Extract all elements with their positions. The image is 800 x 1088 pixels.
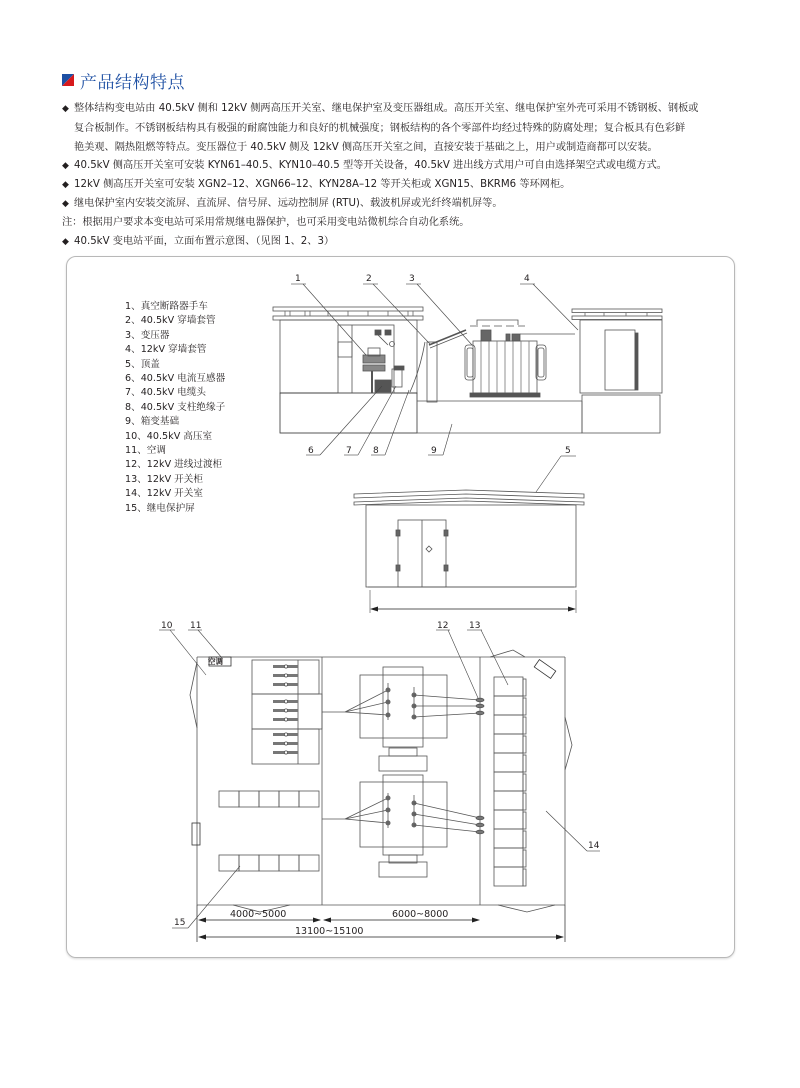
diamond-bullet-icon: ◆: [62, 180, 69, 190]
feature-text: 继电保护室内安装交流屏、直流屏、信号屏、远动控制屏 (RTU)、载波机屏或光纤终端机屏等。: [74, 198, 503, 209]
callout-15: 15: [174, 918, 186, 928]
callout-3: 3: [409, 274, 415, 284]
feature-text: 40.5kV 变电站平面，立面布置示意图、（见图 1、2、3）: [74, 236, 335, 247]
legend-item: 6、40.5kV 电流互感器: [125, 373, 226, 385]
legend-item: 2、40.5kV 穿墙套管: [125, 315, 216, 327]
plan-view: [190, 650, 572, 942]
leader-lines-fig1: [291, 284, 578, 455]
legend-item: 4、12kV 穿墙套管: [125, 344, 207, 356]
dim-right: 6000~8000: [392, 909, 449, 920]
callout-13: 13: [469, 621, 481, 631]
side-elevation: [273, 307, 662, 433]
section-title-text: 产品结构特点: [80, 72, 185, 93]
feature-text: 12kV 侧高压开关室可安装 XGN2–12、XGN66–12、KYN28A–12 等开关柜或 XGN15、BKRM6 等环网柜。: [74, 179, 571, 190]
callout-1: 1: [295, 274, 301, 284]
note-text: 注：根据用户要求本变电站可采用常规继电器保护，也可采用变电站微机综合自动化系统。: [62, 217, 470, 228]
relay-panels: [219, 791, 319, 871]
callout-14: 14: [588, 841, 600, 851]
legend-item: 13、12kV 开关柜: [125, 473, 203, 485]
legend-item: 10、40.5kV 高压室: [125, 430, 213, 442]
legend-item: 12、12kV 进线过渡柜: [125, 459, 223, 471]
callout-9: 9: [431, 446, 437, 456]
plan-transformer-2: [322, 775, 480, 877]
legend-item: 3、变压器: [125, 329, 170, 341]
legend-item: 11、空调: [125, 445, 166, 457]
legend-item: 14、12kV 开关室: [125, 488, 203, 500]
callout-7: 7: [346, 446, 352, 456]
dim-left: 4000~5000: [230, 909, 287, 920]
legend-item: 5、顶盖: [125, 358, 160, 370]
ac-unit-3: [534, 660, 556, 679]
diamond-bullet-icon: ◆: [62, 237, 69, 247]
legend-item: 9、箱变基础: [125, 416, 180, 428]
callout-8: 8: [373, 446, 379, 456]
legend-item: 8、40.5kV 支柱绝缘子: [125, 401, 226, 413]
callout-6: 6: [308, 446, 314, 456]
diamond-bullet-icon: ◆: [62, 199, 69, 209]
transformer-graphic: [465, 320, 575, 397]
feature-text: 复合板制作。不锈钢板结构具有极强的耐腐蚀能力和良好的机械强度；钢板结构的各个零部件均经过特殊的防腐处理；复合板具有色彩鲜: [74, 123, 686, 134]
callout-5: 5: [565, 446, 571, 456]
feature-text: 艳美观、隔热阻燃等特点。变压器位于 40.5kV 侧及 12kV 侧高压开关室之间，直接安装于基础之上，用户或制造商都可以安装。: [74, 142, 658, 153]
legend-item: 7、40.5kV 电缆头: [125, 387, 207, 399]
plan-transformer-1: [322, 667, 480, 771]
dim-total: 13100~15100: [295, 926, 364, 937]
feature-text: 整体结构变电站由 40.5kV 侧和 12kV 侧两高压开关室、继电保护室及变压器组成。高压开关室、继电保护室外壳可采用不锈钢板、钢板或: [74, 103, 699, 114]
callout-12: 12: [437, 621, 449, 631]
callout-2: 2: [366, 274, 372, 284]
legend-item: 1、真空断路器手车: [125, 301, 208, 312]
feature-text: 40.5kV 侧高压开关室可安装 KYN61–40.5、KYN10–40.5 型等开关设备，40.5kV 进出线方式用户可自由选择架空式或电缆方式。: [74, 160, 667, 171]
legend-item: 15、继电保护屏: [125, 502, 195, 514]
callout-11: 11: [190, 621, 202, 631]
diamond-bullet-icon: ◆: [62, 161, 69, 171]
ac-unit-2: [192, 823, 200, 845]
callout-10: 10: [161, 621, 173, 631]
callout-4: 4: [524, 274, 530, 284]
switchgear-column-12kv: [494, 677, 526, 886]
ac-label: 空调: [208, 657, 223, 666]
front-elevation: [354, 490, 584, 613]
diamond-bullet-icon: ◆: [62, 104, 69, 114]
